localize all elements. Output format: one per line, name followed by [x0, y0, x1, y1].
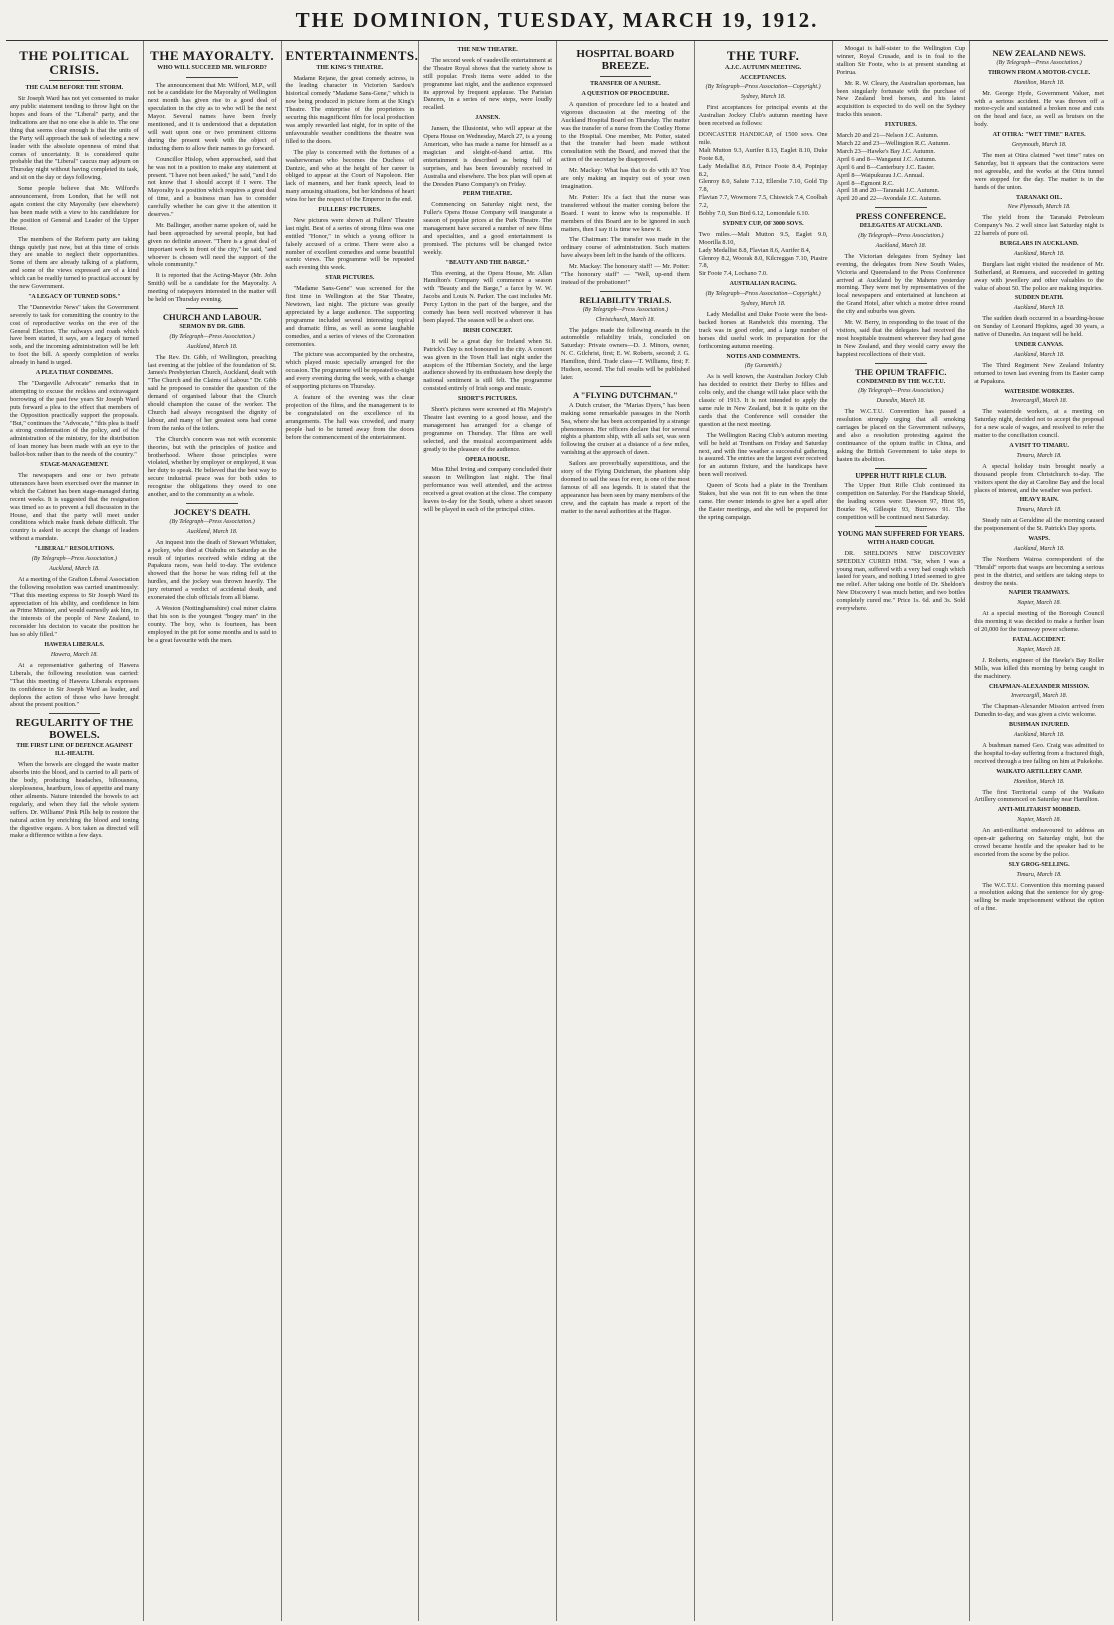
- masthead: THE DOMINION, TUESDAY, MARCH 19, 1912.: [6, 0, 1108, 41]
- paragraph: The judges made the following awards in the automobile reliability trials, concluded on Saturday: Private owners—D. J. Minors, owner, N. C. Gilchrist, first; E. W. Roberts, second; J. G. Hamilton, third. Trade class—T. Williams, first; F. Hudson, second. The full results will be published later.: [561, 326, 690, 382]
- list-item: April 8—Egmont R.C.: [836, 179, 894, 187]
- paragraph: Steady rain at Geraldine all the morning caused the postponement of the St. Patrick's Day sports.: [974, 517, 1104, 533]
- paragraph: A Weston (Nottinghamshire) coal miner claims that his son is the youngest "bogey man" in the county. The boy, who is fourteen, has been employed in the pit for some months and is said to be a great favourite with the men.: [147, 604, 277, 644]
- column-2: [144, 41, 282, 1621]
- dateline: Auckland, March 18.: [1013, 545, 1065, 552]
- dateline: Hawera, March 18.: [50, 652, 98, 658]
- headline: YOUNG MAN SUFFERED FOR YEARS.: [837, 529, 965, 538]
- subhead: A VISIT TO TIMARU.: [1009, 442, 1069, 449]
- paragraph: J. Roberts, engineer of the Hawke's Bay Roller Mills, was killed this morning by being caught in the machinery.: [974, 656, 1104, 680]
- dateline: Napier, March 18.: [1017, 600, 1061, 607]
- divider: [875, 468, 927, 469]
- headline: RELIABILITY TRIALS.: [579, 294, 672, 305]
- list-item: Glenroy 8.2, Woorak 8.0, Kilcreggan 7.10, Piastre 7.8,: [698, 254, 828, 270]
- subhead: THROWN FROM A MOTOR-CYCLE.: [988, 69, 1091, 76]
- paragraph: The Chapman-Alexander Mission arrived from Dunedin to-day, and was given a civic welcome.: [974, 703, 1104, 719]
- byline: (By Gunsmith.): [744, 363, 782, 370]
- byline: (By Telegraph—Press Association—Copyright.): [705, 291, 821, 298]
- paragraph: Lady Medallist and Duke Foote were the best-backed horses at Randwick this morning. The track was in good order, and a large number of horses did useful work in preparation for the forthcoming autumn meeting.: [698, 311, 828, 350]
- list-item: Lady Medallist 8.6, Prince Foote 8.4, Popinjay 8.2,: [698, 162, 828, 178]
- column-6: [695, 41, 833, 1621]
- dateline: Auckland, March 18.: [186, 528, 238, 535]
- subhead: SLY GROG-SELLING.: [1008, 861, 1070, 868]
- paragraph: The Victorian delegates from Sydney last evening, the delegates from New South Wales, Victoria and Queensland to the Press Conference arrived at Auckland by the Maheno yesterday morning. They were met by representatives of the local newspapers and entertained at luncheon at the Grand Hotel, after which a motor drive round the city and suburbs was given.: [836, 252, 966, 316]
- paragraph: It will be a great day for Ireland when St. Patrick's Day is not honoured in the city. A concert was given in the Town Hall last night under the auspices of the Hibernian Society, and the large audience showed by its enthusiasm how deeply the national sentiment is still felt. The programme consisted entirely of Irish songs and music.: [423, 337, 552, 393]
- paragraph: The yield from the Taranaki Petroleum Company's No. 2 well since last Saturday night is 22 barrels of pure oil.: [974, 214, 1104, 238]
- paragraph: At a representative gathering of Hawera Liberals, the following resolution was carried: "That this meeting of Hawera Liberals expresses its confidence in Sir Joseph Ward as leader, and deplores the action of those who have brought about the present position.": [10, 661, 139, 709]
- subhead: CHAPMAN-ALEXANDER MISSION.: [988, 683, 1090, 690]
- paragraph: At a special meeting of the Borough Council this morning it was decided to make a further loan of 20,000 for the tramway power scheme.: [974, 610, 1104, 634]
- subhead: NAPIER TRAMWAYS.: [1008, 590, 1070, 597]
- column-1: [6, 41, 144, 1621]
- dateline: Hamilton, March 18.: [1013, 778, 1065, 785]
- dateline: New Plymouth, March 18.: [1007, 204, 1071, 211]
- column-7: [833, 41, 971, 1621]
- paragraph: As is well known, the Australian Jockey Club has decided to restrict their Derby to fillies and colts only, and the change will take place with the classic of 1913. It is not intended to apply the same rule in New Zealand, but it is quite on the cards that the Conference will consider the question at the next meeting.: [698, 373, 828, 428]
- paragraph: The Church's concern was not with economic theories, but with the principles of justice and brotherhood. Where those principles were violated, whether by employer or employed, it was her duty to speak. He believed that the best way to secure industrial peace was for both sides to recognise the obligations they owed to one another, and to the community as a whole.: [147, 435, 277, 499]
- subhead: BURGLARS IN AUCKLAND.: [999, 241, 1079, 248]
- headline: REGULARITY OF THE BOWELS.: [15, 717, 134, 741]
- subhead: WHO WILL SUCCEED MR. WILFORD?: [157, 64, 267, 71]
- subhead: SERMON BY DR. GIBB.: [179, 323, 245, 330]
- subhead: STAR PICTURES.: [325, 275, 375, 282]
- dateline: Auckland, March 18.: [1013, 305, 1065, 312]
- headline: THE TURF.: [726, 48, 800, 63]
- paragraph: When the bowels are clogged the waste matter absorbs into the blood, and is carried to all parts of the body, producing headaches, biliousness, sleeplessness, heartburn, loss of appetite and many other ailments. Nature intended the bowels to act regularly, and when they fail the whole system suffers. Dr. Williams' Pink Pills help to restore the natural action by enriching the blood and toning the digestive organs. A box taken as directed will make a difference within a few days.: [10, 761, 139, 840]
- subhead: JANSEN.: [475, 115, 501, 122]
- headline: THE POLITICAL CRISIS.: [19, 48, 130, 77]
- headline: JOCKEY'S DEATH.: [173, 506, 251, 517]
- subhead: BUSHMAN INJURED.: [1008, 722, 1070, 729]
- dateline: Sydney, March 18.: [740, 301, 786, 308]
- divider: [186, 77, 238, 78]
- paragraph: Commencing on Saturday night next, the Fuller's Opera House Company will inaugurate a season of popular prices at the Park Theatre. The management have secured a number of new films and specialties, and a good entertainment is promised. The pictures will be changed twice weekly.: [423, 201, 552, 256]
- subhead: TRANSFER OF A NURSE.: [590, 81, 661, 88]
- acceptances-list: [699, 231, 828, 278]
- headline: UPPER HUTT RIFLE CLUB.: [855, 471, 947, 480]
- subhead: WASPS.: [1028, 536, 1050, 543]
- dateline: Auckland, March 18.: [1013, 732, 1065, 739]
- paragraph: A feature of the evening was the clear projection of the films, and the management is to be congratulated on the excellence of its arrangements. The hall was crowded, and many people had to be turned away from the doors before the commencement of the entertainment.: [285, 393, 415, 441]
- paragraph: The newspapers and one or two private utterances have been exercised over the manner in which the Cabinet has been stage-managed during recent weeks. It is suggested that the resignation was timed so as to prevent a full discussion in the House, and that the party will meet under conditions which make frank debate difficult. The country is asked to accept the change of leaders without a mandate.: [10, 471, 139, 543]
- headline: PRESS CONFERENCE.: [855, 211, 946, 222]
- divider: [49, 80, 101, 81]
- headline: A "FLYING DUTCHMAN.": [572, 389, 678, 400]
- paragraph: A Dutch cruiser, the "Marias Dyers," has been making some remarkable passages in the North Sea, where she has been accompanied by a strange phenomenon. Her officers declare that for several nights a phantom ship, with all sails set, was seen following the cruiser at a distance of a few miles, vanishing at the approach of dawn.: [561, 401, 690, 457]
- column-3: [282, 41, 420, 1621]
- list-item: Glenroy 8.0, Salute 7.12, Ellerslie 7.10, Gold Tip 7.8,: [698, 178, 828, 194]
- paragraph: Miss Ethel Irving and company concluded their season in Wellington last night. The final performance was well attended, and the actress received a great ovation at the close. The company leaves to-day for the South, where a short season will be played in each of the principal cities.: [423, 466, 552, 513]
- headline: HOSPITAL BOARD BREEZE.: [576, 48, 675, 72]
- paragraph: The men at Otira claimed "wet time" rates on Saturday, but it appears that the contractors were not agreeable, and the works at the Otira tunnel were stopped for the day. The matter is in the hands of the union.: [974, 151, 1104, 191]
- paragraph: The W.C.T.U. Convention this morning passed a resolution asking that the sentence for sly grog-selling be made imprisonment without the option of a fine.: [974, 881, 1104, 913]
- paragraph: The members of the Reform party are taking things quietly just now, but at this time of crisis they are unable to neglect their opportunities. Some of them are already talking of a platform, and some of the views expressed are of a kind which can be readily turned to practical account by the new Government.: [10, 235, 139, 291]
- divider: [600, 76, 652, 77]
- paragraph: DR. SHELDON'S NEW DISCOVERY SPEEDILY CURED HIM. "Sir, when I was a young man, suffered with a very bad cough which lasted for years, and nothing I tried seemed to give me relief. After taking one bottle of Dr. Sheldon's New Discovery I was much better, and two bottles completely cured me." Price 1s. 6d. and 3s. Sold everywhere.: [836, 549, 966, 613]
- dateline: Auckland, March 18.: [186, 343, 238, 350]
- paragraph: "Madame Sans-Gene" was screened for the first time in Wellington at the Star Theatre, Newtown, last night. The picture was greatly appreciated by a large audience. The supporting programme included several interesting topical and dramatic films, as well as some laughable comedies, and a series of views of the Coronation ceremonies.: [285, 285, 415, 348]
- subhead: THE KING'S THEATRE.: [316, 64, 384, 71]
- paragraph: An anti-militarist endeavoured to address an open-air gathering on Saturday night, but the crowd became hostile and the speaker had to be escorted from the scene by the police.: [974, 827, 1104, 858]
- divider: [600, 386, 652, 387]
- byline: (By Telegraph—Press Association.): [31, 556, 118, 563]
- subhead: IRISH CONCERT.: [462, 327, 513, 334]
- subhead: WITH A HARD COUGH.: [867, 539, 935, 546]
- paragraph: Sir Joseph Ward has not yet consented to make any public statement tending to throw light on the hopes and fears of the "Liberal" party, and the indications are that no one else is able to. The one thing that seems clear enough is that the units of the Party will approach the task of selecting a new leader with the absolute openness of mind that comes of uncertainty. It is considered quite probable that the "Liberal" caucus may adjourn on Thursday night without having completed its task, and sit on the day or days following.: [10, 95, 139, 182]
- subhead: "LIBERAL" RESOLUTIONS.: [34, 546, 115, 553]
- paragraph: The picture was accompanied by the orchestra, which played music specially arranged for the occasion. The programme will be repeated to-night and every evening during the week, with a change of supporting pictures on Thursday.: [285, 351, 415, 391]
- paragraph: Madame Rejane, the great comedy actress, is the leading character in Victorien Sardou's historical comedy "Madame Sans-Gene," which is now being produced in picture form at the King's Theatre. The enterprise of the proprietors in securing this magnificent film for local production was amply rewarded last night, for in spite of the unfavourable weather conditions the theatre was filled to the doors.: [285, 74, 415, 145]
- list-item: April 8—Waipukurau J.C. Annual.: [836, 171, 925, 179]
- paragraph: The sudden death occurred in a boarding-house on Sunday of Leonard Hopkins, aged 30 years, a native of Dunedin. An inquest will be held.: [974, 315, 1104, 339]
- headline: THE MAYORALTY.: [150, 48, 275, 63]
- paragraph: This evening, at the Opera House, Mr. Allan Hamilton's Company will commence a season with "Beauty and the Barge," a farce by W. W. Jacobs and Louis N. Parker. The cast includes Mr. Percy Lytton in the part of the bargee, and the comedy has been well received wherever it has been played. The season will be a short one.: [423, 269, 552, 324]
- subhead: ANTI-MILITARIST MOBBED.: [997, 807, 1081, 814]
- acceptances-list: [699, 131, 828, 218]
- paragraph: Mr. Mackay: The honorary staff! — Mr. Potter: "The honorary staff" — "Well, up-end them instead of the probationer!": [561, 263, 690, 286]
- divider: [186, 503, 238, 504]
- dateline: Greymouth, March 18.: [1011, 142, 1067, 149]
- byline: (By Telegraph—Press Association.): [582, 306, 669, 313]
- paragraph: The Wellington Racing Club's autumn meeting will be held at Trentham on Friday and Saturday next, and with fine weather a successful gathering is assured. The entries are the largest ever received for an autumn fixture, and the handicaps have been well received.: [698, 431, 828, 479]
- dateline: Timaru, March 18.: [1016, 452, 1062, 459]
- headline: THE OPIUM TRAFFIC.: [855, 366, 947, 377]
- column-5: [557, 41, 695, 1621]
- subhead: FULLERS' PICTURES.: [318, 207, 382, 214]
- subhead: ACCEPTANCES.: [740, 74, 787, 81]
- subhead: A.J.C. AUTUMN MEETING.: [724, 64, 802, 71]
- divider: [49, 713, 101, 714]
- dateline: Auckland, March 18.: [1013, 351, 1065, 358]
- divider: [600, 291, 652, 292]
- paragraph: The Rev. Dr. Gibb, of Wellington, preaching last evening at the jubilee of the foundation of St. James's Presbyterian Church, Auckland, dealt with "The Church and the Claims of Labour." Dr. Gibb said he proposed to consider the question of the demand of organised labour that the Church should champion the cause of the worker. The Church had always recognised the dignity of labour, and many of her greatest sons had come from the ranks of the toilers.: [147, 353, 277, 432]
- column-4: [419, 41, 557, 1621]
- dateline: Napier, March 18.: [1017, 646, 1061, 653]
- subhead: CONDEMNED BY THE W.C.T.U.: [856, 378, 946, 385]
- paragraph: A bushman named Geo. Craig was admitted to the hospital to-day suffering from a fractured thigh, received through a tree falling on him at Pukekohe.: [974, 741, 1104, 765]
- paragraph: Sailors are proverbially superstitious, and the story of the Flying Dutchman, the phantom ship doomed to sail the seas for ever, is one of the most famous of all sea legends. It is stated that the appearance has been seen by many members of the crew, and the captain has made a report of the matter to the naval authorities at the Hague.: [561, 460, 690, 515]
- headline: ENTERTAINMENTS.: [285, 48, 419, 63]
- paragraph: The waterside workers, at a meeting on Saturday night, decided not to accept the proposal for a new scale of wages, and resolved to refer the matter to the conciliation council.: [974, 408, 1104, 440]
- byline: (By Telegraph—Press Association.): [858, 233, 944, 240]
- paragraph: A question of procedure led to a heated and vigorous discussion at the meeting of the Auckland Hospital Board on Thursday. The matter was the transfer of a nurse from the Costley Home to the Hospital. One member, Mr. Potter, stated that the transfer had been made without consultation with the Board, and moved that the action of the secretary be disapproved.: [561, 100, 690, 164]
- dateline: Sydney, March 18.: [740, 94, 786, 101]
- subhead: AUSTRALIAN RACING.: [729, 281, 797, 288]
- subhead: WATERSIDE WORKERS.: [1004, 388, 1075, 395]
- paragraph: Councillor Hislop, when approached, said that he was not in a position to make any statement at present. "I have not been asked," he said, "and I do not know that I should accept if I were. The Mayoralty is a position which requires a great deal of time, and a business man has to consider carefully whether he can give it the attention it deserves.": [147, 155, 277, 219]
- subhead: HEAVY RAIN.: [1019, 497, 1059, 504]
- paragraph: A special holiday train brought nearly a thousand people from Christchurch to-day. The visitors spent the day at Caroline Bay and the local places of interest, and the weather was perfect.: [974, 462, 1104, 494]
- byline: (By Telegraph—Press Association—Copyright.): [705, 84, 821, 91]
- divider: [875, 526, 927, 527]
- subhead: THE NEW THEATRE.: [457, 47, 518, 53]
- list-item: April 18 and 20—Taranaki J.C. Autumn.: [836, 187, 940, 195]
- list-item: March 20 and 21—Nelson J.C. Autumn.: [836, 132, 939, 140]
- list-item: Sir Foote 7.4, Lochano 7.0.: [698, 270, 768, 278]
- paragraph: The Northern Wairoa correspondent of the "Herald" reports that wasps are becoming a serious pest in the district, and settlers are taking steps to destroy the nests.: [974, 555, 1104, 587]
- subhead: PERM THEATRE.: [462, 191, 513, 198]
- byline: (By Telegraph—Press Association.): [169, 333, 255, 340]
- dateline: Invercargill, March 18.: [1011, 398, 1068, 405]
- paragraph: Mr. Mackay: What has that to do with it? You are only making an inquiry out of your own imagination.: [561, 167, 690, 190]
- dateline: Napier, March 18.: [1017, 817, 1061, 824]
- subhead: THE CALM BEFORE THE STORM.: [25, 85, 124, 92]
- list-item: Flavian 7.7, Wowmore 7.5, Chiswick 7.4, Coolbah 7.2,: [698, 194, 828, 210]
- list-item: April 6 and 8—Wanganui J.C. Autumn.: [836, 155, 937, 163]
- byline: (By Telegraph—Press Association.): [858, 388, 944, 395]
- fixtures-list: [837, 132, 966, 203]
- paragraph: The second week of vaudeville entertainment at the Theatre Royal shows that the variety show is still popular. Fresh items were added to the programme last night, and the audience expressed its approval by frequent applause. The Parisian Dancers, in a series of new steps, were loudly recalled.: [423, 56, 552, 112]
- paragraph: The play is concerned with the fortunes of a washerwoman who becomes the Duchess of Dantzic, and who at the height of her career is obliged to appear at the Court of Napoleon. Her lack of manners, and her frank speech, lead to many amusing situations, but her kindness of heart wins for her the respect of the Emperor in the end.: [285, 148, 415, 204]
- subhead: STAGE-MANAGEMENT.: [40, 462, 109, 469]
- dateline: Auckland, March 18.: [875, 242, 927, 249]
- paragraph: The Chairman: The transfer was made in the ordinary course of administration. Such matters have always been left in the hands of the officers.: [561, 236, 690, 260]
- paragraph: Mr. Potter: It's a fact that the nurse was transferred without the matter coming before the Board. I want to know who is responsible. If members of this Board are to be ignored in such matters, then I say it is time we knew it.: [561, 193, 690, 233]
- column-8: [970, 41, 1108, 1621]
- dateline: Auckland, March 18.: [1013, 250, 1065, 257]
- list-item: Two miles.—Malt Mutton 9.5, Eaglet 9.0, Moorilla 8.10,: [698, 230, 828, 246]
- subhead: A QUESTION OF PROCEDURE.: [581, 91, 670, 97]
- paragraph: Mr. W. Berry, in responding to the toast of the visitors, said that the delegates had received the most hospitable treatment wherever they had gone in New Zealand, and they would carry away the happiest recollections of their visit.: [836, 319, 966, 358]
- subhead: THE FIRST LINE OF DEFENCE AGAINST ILL-HEALTH.: [16, 743, 133, 758]
- list-item: Bobby 7.0, Sun Bird 6.12, Lomondale 6.10.: [698, 210, 810, 218]
- list-item: Malt Mutton 9.3, Aurifer 8.13, Eaglet 8.10, Duke Foote 8.8,: [698, 146, 828, 162]
- dateline: Auckland, March 18.: [49, 565, 100, 572]
- paragraph: First acceptances for principal events at the Australian Jockey Club's autumn meeting have been received as follows:: [698, 104, 828, 128]
- subhead: NOTES AND COMMENTS.: [726, 353, 800, 360]
- subhead: FIXTURES.: [884, 122, 917, 129]
- divider: [186, 308, 238, 309]
- paragraph: New pictures were shown at Fullers' Theatre last night. Best of a series of strong films was one entitled "Honor," in which a young officer is falsely accused of a crime. There were also a number of excellent comedies and some beautiful scenic views. The programme will be repeated each evening this week.: [285, 216, 415, 272]
- paragraph: The "Dargaville Advocate" remarks that in attempting to excuse the reckless and extravagant borrowing of the past few years Sir Joseph Ward puts forward a plea to the effect that members of the Opposition practically support the proposals. "But," continues the "Advocate," "this plea is itself a strong condemnation of the policy, and of the administration of the ministry, for the distribution of loan money has been made with an eye to the ballot-box rather than to the needs of the country.": [10, 380, 139, 459]
- subhead: SHORT'S PICTURES.: [458, 396, 518, 403]
- paragraph: At a meeting of the Grafton Liberal Association the following resolution was carried unanimously: "That this meeting express to Sir Joseph Ward its appreciation of his ability, and confidence in him as Prime Minister, and would earnestly ask him, in the interests of the people of New Zealand, to reconsider his decision to vacate the position he has so ably filled.": [10, 575, 139, 639]
- dateline: Hamilton, March 18.: [1013, 79, 1065, 86]
- paragraph: Queen of Scots had a plate in the Trentham Stakes, but she was not fit to run when the time came. Her owner intends to give her a spell after the Easter meetings, and she will be prepared for the spring campaign.: [698, 482, 828, 521]
- byline: (By Telegraph—Press Association.): [169, 518, 255, 525]
- headline: NEW ZEALAND NEWS.: [992, 48, 1086, 58]
- paragraph: The announcement that Mr. Wilford, M.P., will not be a candidate for the Mayoralty of Wellington next month has given rise to a good deal of speculation in the city as to who will be the next Mayor. Several names have been freely mentioned, and it is understood that a deputation will wait upon one or two prominent citizens during the present week with the object of inducing them to allow their names to go forward.: [147, 81, 277, 152]
- divider: [875, 207, 927, 208]
- paragraph: Jansen, the Illusionist, who will appear at the Opera House on Wednesday, March 27, is a young American, who has made a name for himself as a magician and sleight-of-hand artist. His entertainment is described as being full of surprises, and has been favourably received in Australia and elsewhere. The box plan will open at the Dresden Piano Company's on Friday.: [423, 125, 552, 188]
- dateline: Invercargill, March 18.: [1011, 693, 1068, 700]
- dateline: Timaru, March 18.: [1016, 507, 1062, 514]
- paragraph: The W.C.T.U. Convention has passed a resolution strongly urging that all smoking carriages be placed on the Government railways, and also a resolution protesting against the continuance of the opium traffic in China, and asking the British Government to take steps to hasten its abolition.: [836, 408, 966, 463]
- paragraph: Short's pictures were screened at His Majesty's Theatre last evening to a good house, and the management has arranged for a change of programme on Thursday. The films are well selected, and the musical accompaniment adds greatly to the pleasure of the audience.: [423, 406, 552, 453]
- subhead: HAWERA LIBERALS.: [44, 642, 105, 649]
- subhead: DELEGATES AT AUCKLAND.: [859, 223, 943, 230]
- subhead: SYDNEY CUP, OF 3000 SOVS.: [722, 220, 804, 227]
- headline: CHURCH AND LABOUR.: [162, 312, 262, 323]
- paragraph: The first Territorial camp of the Waikato Artillery commenced on Saturday near Hamilton.: [974, 788, 1104, 804]
- paragraph: Mr. George Hyde, Government Valuer, met with a serious accident. He was thrown off a motor-cycle and sustained a broken nose and cuts on the head and face, as well as bruises on the body.: [974, 89, 1104, 129]
- subhead: UNDER CANVAS.: [1014, 342, 1064, 349]
- subhead: AT OTIRA: "WET TIME" RATES.: [992, 132, 1086, 139]
- list-item: DONCASTER HANDICAP, of 1500 sovs. One mile.: [698, 130, 828, 146]
- dateline: Dunedin, March 18.: [876, 398, 926, 405]
- subhead: TARANAKI OIL.: [1016, 194, 1063, 201]
- list-item: March 23—Hawke's Bay J.C. Autumn.: [836, 147, 936, 155]
- paragraph: Some people believe that Mr. Wilford's announcement, from London, that he will not again contest the city Mayoralty (see elsewhere) has been made with a view to his candidature for the position of General and Leader of the Upper House.: [10, 185, 139, 232]
- subhead: "A LEGACY OF TURNED SODS.": [28, 293, 121, 300]
- paragraph: An inquest into the death of Stewart Whittaker, a jockey, who died at Otahuhu on Saturday as the result of injuries received while riding at the Papakura races, was held to-day. The evidence showed that the horse he was riding fell at the hurdles, and the jockey was thrown heavily. The jury returned a verdict of accidental death, and exonerated the club officials from all blame.: [147, 538, 277, 602]
- divider: [875, 363, 927, 364]
- subhead: A PLEA THAT CONDEMNS.: [35, 370, 113, 377]
- paragraph: Moogai is half-sister to the Wellington Cup winner, Royal Crusade, and is in foal to the stallion Sir Foote, who is at present standing at Porirua.: [836, 45, 966, 76]
- paragraph: Mr. R. W. Cleary, the Australian sportsman, has been singularly fortunate with the purchase of New Zealand bred horses, and his latest acquisition is expected to do well on the Sydney tracks this season.: [836, 79, 966, 119]
- list-item: Lady Medallist 8.8, Flavian 8.6, Aurifer 8.4,: [698, 246, 811, 254]
- paragraph: The Upper Hutt Rifle Club continued its competition on Saturday. For the Handicap Shield, the leading scores were: Dawson 97, Hirst 95, Bourke 94, Gillespie 93, Burrows 91. The competition will be continued next Saturday.: [836, 481, 966, 521]
- subhead: FATAL ACCIDENT.: [1012, 637, 1066, 644]
- dateline: Timaru, March 18.: [1016, 871, 1062, 878]
- list-item: April 6 and 8—Canterbury J.C. Easter.: [836, 163, 935, 171]
- subhead: "BEAUTY AND THE BARGE.": [445, 259, 530, 266]
- dateline: Christchurch, March 18.: [595, 316, 655, 323]
- paragraph: Burglars last night visited the residence of Mr. Sutherland, at Remuera, and succeeded in getting away with jewellery and other valuables to the value of about 50. The police are making inquiries.: [974, 260, 1104, 292]
- paragraph: Mr. Ballinger, another name spoken of, said he had been approached by several people, but had given no definite answer. "There is a great deal of important work in front of the city," he said, "and whoever is chosen will need the support of the whole community.": [147, 221, 277, 269]
- paragraph: It is reported that the Acting-Mayor (Mr. John Smith) will be a candidate for the Mayoralty. A meeting of ratepayers interested in the matter will be held on Thursday evening.: [147, 272, 277, 304]
- columns: [6, 41, 1108, 1621]
- list-item: March 22 and 23—Wellington R.C. Autumn.: [836, 139, 951, 147]
- list-item: April 20 and 22—Avondale J.C. Autumn.: [836, 195, 942, 203]
- byline: (By Telegraph—Press Association.): [996, 59, 1082, 66]
- subhead: WAIKATO ARTILLERY CAMP.: [996, 768, 1082, 775]
- subhead: SUDDEN DEATH.: [1014, 295, 1064, 302]
- paragraph: The "Dannevirke News" takes the Government severely to task for committing the country to the cost of reproductive works on the eve of the General Election. The railways and roads which have been started, it says, are a legacy of turned sods, and the incoming administration will be left to foot the bill. A speedy completion of works already in hand is urged.: [10, 303, 139, 367]
- subhead: OPERA HOUSE.: [465, 456, 510, 463]
- paragraph: The Third Regiment New Zealand Infantry returned to town last evening from its Easter camp at Papakura.: [974, 361, 1104, 385]
